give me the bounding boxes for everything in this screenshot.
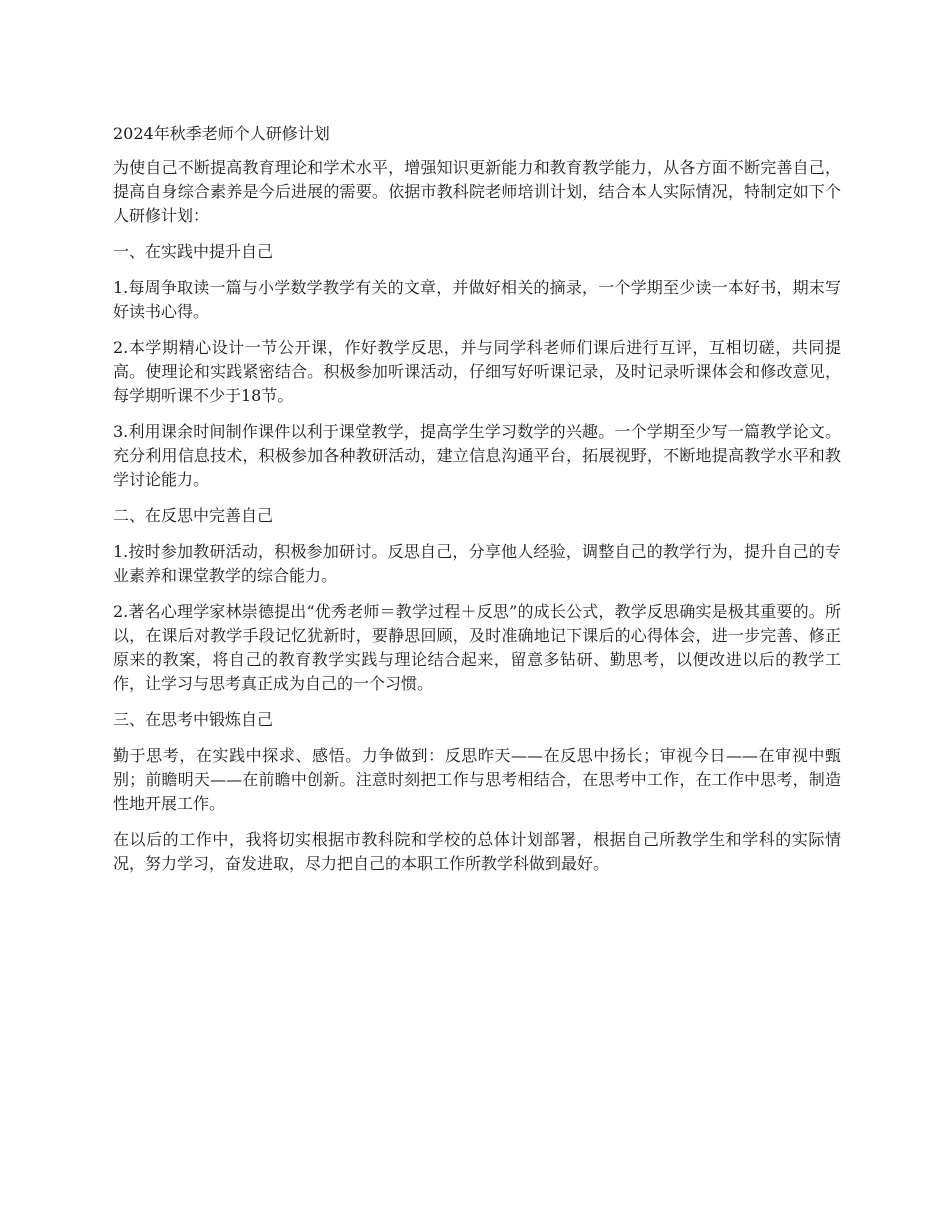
section-heading-reflection: 二、在反思中完善自己	[113, 506, 274, 525]
document-body	[113, 122, 841, 888]
section-heading-practice: 一、在实践中提升自己	[113, 242, 274, 261]
section2-item-2: 2.著名心理学家林崇德提出“优秀老师＝教学过程＋反思”的成长公式，教学反思确实是极其重要的。所以，在课后对教学手段记忆犹新时，要静思回顾，及时准确地记下课后的心得体会，进一步完善、修正原来的教案，将自己的教育教学实践与理论结合起来，留意多钻研、勤思考，以便改进以后的教学工作，让学习与思考真正成为自己的一个习惯。	[113, 602, 841, 693]
section2-item-1: 1.按时参加教研活动，积极参加研讨。反思自己，分享他人经验，调整自己的教学行为，提升自己的专业素养和课堂教学的综合能力。	[113, 542, 841, 585]
section1-item-2: 2.本学期精心设计一节公开课，作好教学反思，并与同学科老师们课后进行互评，互相切磋，共同提高。使理论和实践紧密结合。积极参加听课活动，仔细写好听课记录，及时记录听课体会和修改意见，每学期听课不少于18节。	[113, 338, 841, 405]
closing-paragraph: 在以后的工作中，我将切实根据市教科院和学校的总体计划部署，根据自己所教学生和学科的实际情况，努力学习，奋发进取，尽力把自己的本职工作所教学科做到最好。	[113, 830, 841, 873]
section1-item-3: 3.利用课余时间制作课件以利于课堂教学，提高学生学习数学的兴趣。一个学期至少写一篇教学论文。充分利用信息技术，积极参加各种教研活动，建立信息沟通平台，拓展视野，不断地提高教学水平和教学讨论能力。	[113, 422, 841, 489]
section-heading-thinking: 三、在思考中锻炼自己	[113, 710, 274, 729]
intro-paragraph: 为使自己不断提高教育理论和学术水平，增强知识更新能力和教育教学能力，从各方面不断完善自己，提高自身综合素养是今后进展的需要。依据市教科院老师培训计划，结合本人实际情况，特制定如下个人研修计划：	[113, 158, 841, 225]
section3-paragraph: 勤于思考，在实践中探求、感悟。力争做到：反思昨天——在反思中扬长；审视今日——在审视中甄别；前瞻明天——在前瞻中创新。注意时刻把工作与思考相结合，在思考中工作，在工作中思考，制造性地开展工作。	[113, 746, 841, 813]
section1-item-1: 1.每周争取读一篇与小学数学教学有关的文章，并做好相关的摘录，一个学期至少读一本好书，期末写好读书心得。	[113, 278, 841, 321]
document-title: 2024年秋季老师个人研修计划	[113, 124, 330, 143]
